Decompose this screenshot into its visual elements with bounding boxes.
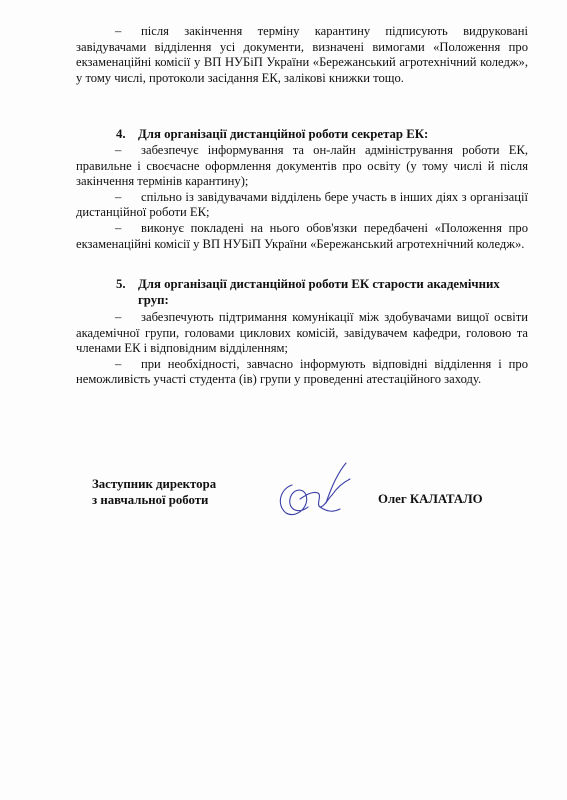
section4-number: 4. (116, 127, 126, 141)
list-item (76, 357, 528, 388)
handwritten-signature (270, 455, 362, 527)
list-dash: – (115, 143, 122, 157)
list-dash: – (115, 220, 122, 235)
position-line2: з навчальної роботи (92, 493, 209, 507)
list-item-text: виконує покладені на нього обов'язки передбачені «Положення про екзаменаційні комісії у ВП НУБіП України «Бережанський агротехнічний коледж». (76, 220, 528, 251)
list-item-text: при необхідності, завчасно інформують відповідні відділення і про неможливість участі студента (ів) групи у проведенні атестаційного заходу. (76, 356, 528, 387)
position-line1: Заступник директора (92, 477, 217, 491)
list-dash: – (115, 356, 122, 371)
list-item (76, 24, 528, 86)
section4-list (76, 143, 528, 252)
signatory-position (92, 476, 216, 508)
list-item-text: забезпечує інформування та он-лайн адміністрування роботи ЕК, правильне і своєчасне оформлення документів про освіту (у тому числі й після закінчення термінів карантину); (76, 143, 528, 189)
section5-number: 5. (116, 277, 126, 291)
signatory-name: Олег КАЛАТАЛО (378, 492, 483, 506)
list-item (76, 310, 528, 357)
section5-heading (116, 277, 528, 308)
section4-title: Для організації дистанційної роботи секретар ЕК: (138, 127, 429, 141)
section5-title: Для організації дистанційної роботи ЕК старости академічних (138, 277, 500, 291)
list-item-text: забезпечують підтримання комунікації між здобувачами вищої освіти академічної групи, головами циклових комісій, завідувачем кафедри, головою та членами ЕК і відповідним відділенням; (76, 310, 528, 356)
list-item (76, 190, 528, 221)
list-item (76, 221, 528, 252)
section4-heading (116, 127, 428, 143)
list-item-text: після закінчення терміну карантину підписують видруковані завідувачами відділення усі документи, визначені вимогами «Положення про екзаменаційні комісії у ВП НУБіП України «Бережанський агротехнічний коледж», у тому числі, протоколи засідання ЕК, залікові книжки тощо. (76, 24, 528, 85)
list-dash: – (115, 189, 122, 204)
list-item (76, 143, 528, 190)
list-dash: – (115, 24, 122, 38)
section5-list (76, 310, 528, 388)
section5-title-line2: груп: (138, 292, 169, 307)
section3-tail (76, 24, 528, 86)
list-dash: – (115, 310, 122, 324)
list-item-text: спільно із завідувачами відділень бере участь в інших діях з організації дистанційної роботи ЕК; (76, 189, 528, 220)
